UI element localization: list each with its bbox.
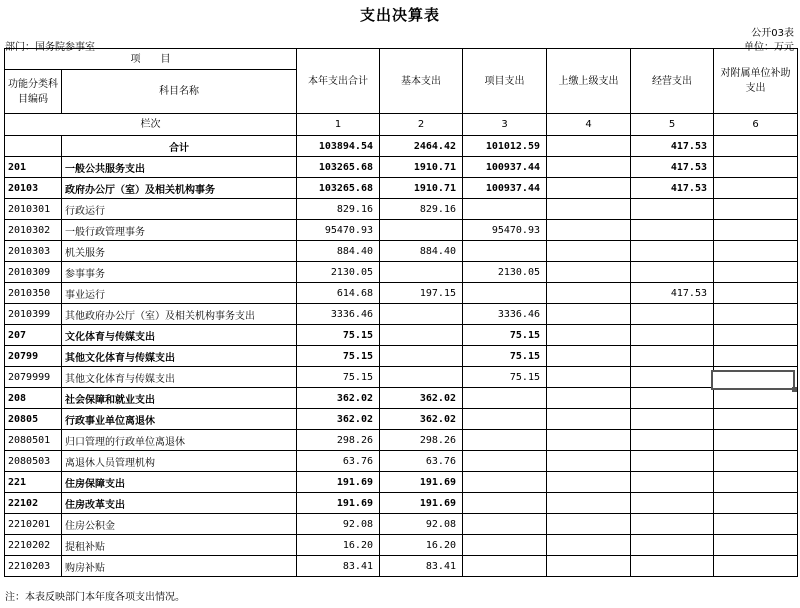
func-code-cell[interactable]: 2010309 — [5, 262, 62, 283]
operating-cell[interactable] — [631, 409, 714, 430]
basic-cell[interactable] — [380, 220, 463, 241]
operating-cell[interactable] — [631, 451, 714, 472]
basic-cell[interactable]: 884.40 — [380, 241, 463, 262]
total-cell[interactable]: 191.69 — [297, 493, 380, 514]
project-cell[interactable] — [463, 388, 547, 409]
department-label: 部门：国务院参事室 — [5, 42, 95, 53]
table-row — [5, 493, 798, 514]
subsidy-cell[interactable] — [714, 388, 798, 409]
operating-cell[interactable] — [631, 556, 714, 577]
upper-cell[interactable] — [547, 220, 631, 241]
subject-name-cell[interactable]: 其他文化体育与传媒支出 — [62, 367, 297, 388]
basic-cell[interactable]: 83.41 — [380, 556, 463, 577]
subsidy-cell[interactable] — [714, 304, 798, 325]
subject-name-cell[interactable]: 一般行政管理事务 — [62, 220, 297, 241]
project-cell[interactable] — [463, 409, 547, 430]
subject-name-cell[interactable]: 事业运行 — [62, 283, 297, 304]
operating-cell[interactable] — [631, 304, 714, 325]
subject-name-cell[interactable]: 其他政府办公厅（室）及相关机构事务支出 — [62, 304, 297, 325]
operating-cell[interactable] — [631, 367, 714, 388]
project-cell[interactable] — [463, 283, 547, 304]
table-row — [5, 409, 798, 430]
upper-cell[interactable] — [547, 178, 631, 199]
operating-cell[interactable] — [631, 535, 714, 556]
selected-cell[interactable] — [711, 370, 795, 390]
total-cell[interactable]: 191.69 — [297, 472, 380, 493]
func-code-cell[interactable]: 20799 — [5, 346, 62, 367]
func-code-cell[interactable]: 221 — [5, 472, 62, 493]
table-row — [5, 136, 798, 157]
func-code-cell[interactable]: 2210202 — [5, 535, 62, 556]
subsidy-cell[interactable] — [714, 241, 798, 262]
upper-header: 上缴上级支出 — [547, 49, 631, 114]
project-cell[interactable] — [463, 535, 547, 556]
total-cell[interactable]: 83.41 — [297, 556, 380, 577]
subject-name-header: 科目名称 — [62, 70, 297, 114]
subsidy-cell[interactable] — [714, 262, 798, 283]
project-cell[interactable] — [463, 556, 547, 577]
table-row — [5, 325, 798, 346]
total-cell[interactable]: 75.15 — [297, 325, 380, 346]
unit-label: 单位：万元 — [744, 42, 794, 53]
subject-name-cell[interactable]: 行政运行 — [62, 199, 297, 220]
operating-cell[interactable] — [631, 472, 714, 493]
subsidy-cell[interactable] — [714, 136, 798, 157]
upper-cell[interactable] — [547, 472, 631, 493]
project-cell[interactable]: 101012.59 — [463, 136, 547, 157]
func-code-cell[interactable]: 2210203 — [5, 556, 62, 577]
table-row — [5, 220, 798, 241]
func-code-cell[interactable]: 208 — [5, 388, 62, 409]
project-cell[interactable]: 3336.46 — [463, 304, 547, 325]
fill-handle[interactable] — [792, 387, 797, 392]
column-index: 3 — [463, 114, 547, 136]
func-code-cell[interactable] — [5, 136, 62, 157]
subsidy-cell[interactable] — [714, 514, 798, 535]
func-code-header: 功能分类科目编码 — [5, 70, 62, 114]
project-cell[interactable] — [463, 472, 547, 493]
upper-cell[interactable] — [547, 535, 631, 556]
table-row — [5, 157, 798, 178]
upper-cell[interactable] — [547, 346, 631, 367]
total-cell[interactable]: 103265.68 — [297, 157, 380, 178]
subject-name-cell[interactable]: 文化体育与传媒支出 — [62, 325, 297, 346]
table-row — [5, 535, 798, 556]
upper-cell[interactable] — [547, 430, 631, 451]
table-note: 注：本表反映部门本年度各项支出情况。 — [5, 592, 185, 603]
subsidy-cell[interactable] — [714, 409, 798, 430]
basic-header: 基本支出 — [380, 49, 463, 114]
total-cell[interactable]: 362.02 — [297, 388, 380, 409]
basic-cell[interactable]: 197.15 — [380, 283, 463, 304]
subject-name-cell[interactable]: 社会保障和就业支出 — [62, 388, 297, 409]
func-code-cell[interactable]: 2010303 — [5, 241, 62, 262]
operating-cell[interactable] — [631, 199, 714, 220]
project-cell[interactable]: 95470.93 — [463, 220, 547, 241]
project-cell[interactable] — [463, 514, 547, 535]
project-cell[interactable] — [463, 199, 547, 220]
basic-cell[interactable]: 16.20 — [380, 535, 463, 556]
func-code-cell[interactable]: 2010301 — [5, 199, 62, 220]
basic-cell[interactable]: 362.02 — [380, 388, 463, 409]
operating-cell[interactable]: 417.53 — [631, 178, 714, 199]
operating-cell[interactable]: 417.53 — [631, 283, 714, 304]
basic-cell[interactable]: 191.69 — [380, 472, 463, 493]
operating-cell[interactable] — [631, 346, 714, 367]
operating-cell[interactable] — [631, 493, 714, 514]
subsidy-cell[interactable] — [714, 178, 798, 199]
operating-cell[interactable]: 417.53 — [631, 136, 714, 157]
project-cell[interactable]: 75.15 — [463, 367, 547, 388]
total-cell[interactable]: 92.08 — [297, 514, 380, 535]
upper-cell[interactable] — [547, 367, 631, 388]
subsidy-cell[interactable] — [714, 451, 798, 472]
total-cell[interactable]: 298.26 — [297, 430, 380, 451]
subsidy-cell[interactable] — [714, 199, 798, 220]
func-code-cell[interactable]: 2080501 — [5, 430, 62, 451]
total-cell[interactable]: 75.15 — [297, 367, 380, 388]
table-row — [5, 451, 798, 472]
func-code-cell[interactable]: 2080503 — [5, 451, 62, 472]
basic-cell[interactable]: 1910.71 — [380, 157, 463, 178]
project-cell[interactable]: 2130.05 — [463, 262, 547, 283]
subsidy-header: 对附属单位补助支出 — [714, 49, 798, 114]
table-row — [5, 367, 798, 388]
form-number: 公开03表 — [751, 28, 794, 39]
func-code-cell[interactable]: 2210201 — [5, 514, 62, 535]
total-cell[interactable]: 2130.05 — [297, 262, 380, 283]
table-row — [5, 241, 798, 262]
func-code-cell[interactable]: 207 — [5, 325, 62, 346]
column-index-label: 栏次 — [5, 114, 297, 136]
basic-cell[interactable]: 298.26 — [380, 430, 463, 451]
basic-cell[interactable]: 1910.71 — [380, 178, 463, 199]
basic-cell[interactable] — [380, 304, 463, 325]
func-code-cell[interactable]: 2010399 — [5, 304, 62, 325]
project-cell[interactable] — [463, 241, 547, 262]
total-cell[interactable]: 95470.93 — [297, 220, 380, 241]
basic-cell[interactable] — [380, 262, 463, 283]
total-cell[interactable]: 614.68 — [297, 283, 380, 304]
upper-cell[interactable] — [547, 493, 631, 514]
upper-cell[interactable] — [547, 304, 631, 325]
page-title: 支出决算表 — [359, 6, 440, 24]
table-row — [5, 304, 798, 325]
operating-cell[interactable] — [631, 430, 714, 451]
subject-name-cell[interactable]: 归口管理的行政单位离退休 — [62, 430, 297, 451]
func-code-cell[interactable]: 22102 — [5, 493, 62, 514]
subject-name-cell[interactable]: 离退休人员管理机构 — [62, 451, 297, 472]
subject-name-cell[interactable]: 合计 — [62, 136, 297, 157]
basic-cell[interactable] — [380, 346, 463, 367]
column-index: 5 — [631, 114, 714, 136]
basic-cell[interactable]: 191.69 — [380, 493, 463, 514]
operating-cell[interactable] — [631, 388, 714, 409]
subsidy-cell[interactable] — [714, 535, 798, 556]
basic-cell[interactable]: 362.02 — [380, 409, 463, 430]
upper-cell[interactable] — [547, 556, 631, 577]
column-index: 6 — [714, 114, 798, 136]
upper-cell[interactable] — [547, 136, 631, 157]
upper-cell[interactable] — [547, 262, 631, 283]
expenditure-table — [4, 48, 798, 577]
upper-cell[interactable] — [547, 514, 631, 535]
func-code-cell[interactable]: 20103 — [5, 178, 62, 199]
project-cell[interactable] — [463, 430, 547, 451]
table-row — [5, 178, 798, 199]
subsidy-cell[interactable] — [714, 346, 798, 367]
func-code-cell[interactable]: 20805 — [5, 409, 62, 430]
subject-name-cell[interactable]: 参事事务 — [62, 262, 297, 283]
basic-cell[interactable]: 92.08 — [380, 514, 463, 535]
table-row — [5, 199, 798, 220]
operating-cell[interactable] — [631, 220, 714, 241]
subsidy-cell[interactable] — [714, 472, 798, 493]
total-cell[interactable]: 362.02 — [297, 409, 380, 430]
basic-cell[interactable]: 63.76 — [380, 451, 463, 472]
basic-cell[interactable] — [380, 367, 463, 388]
total-cell[interactable]: 63.76 — [297, 451, 380, 472]
upper-cell[interactable] — [547, 325, 631, 346]
operating-cell[interactable]: 417.53 — [631, 157, 714, 178]
column-index: 1 — [297, 114, 380, 136]
operating-cell[interactable] — [631, 514, 714, 535]
subsidy-cell[interactable] — [714, 556, 798, 577]
subsidy-cell[interactable] — [714, 325, 798, 346]
subject-name-cell[interactable]: 机关服务 — [62, 241, 297, 262]
project-cell[interactable]: 100937.44 — [463, 157, 547, 178]
project-cell[interactable]: 75.15 — [463, 346, 547, 367]
table-row — [5, 430, 798, 451]
upper-cell[interactable] — [547, 199, 631, 220]
project-cell[interactable]: 100937.44 — [463, 178, 547, 199]
table-row — [5, 472, 798, 493]
total-cell[interactable]: 103265.68 — [297, 178, 380, 199]
basic-cell[interactable] — [380, 325, 463, 346]
operating-cell[interactable] — [631, 325, 714, 346]
basic-cell[interactable]: 2464.42 — [380, 136, 463, 157]
total-cell[interactable]: 103894.54 — [297, 136, 380, 157]
project-cell[interactable] — [463, 493, 547, 514]
upper-cell[interactable] — [547, 409, 631, 430]
upper-cell[interactable] — [547, 451, 631, 472]
table-row — [5, 514, 798, 535]
operating-cell[interactable] — [631, 262, 714, 283]
subject-name-cell[interactable]: 政府办公厅（室）及相关机构事务 — [62, 178, 297, 199]
column-index: 4 — [547, 114, 631, 136]
subsidy-cell[interactable] — [714, 157, 798, 178]
subject-name-cell[interactable]: 购房补贴 — [62, 556, 297, 577]
func-code-cell[interactable]: 2079999 — [5, 367, 62, 388]
subject-name-cell[interactable]: 行政事业单位离退休 — [62, 409, 297, 430]
subject-name-cell[interactable]: 住房改革支出 — [62, 493, 297, 514]
subject-name-cell[interactable]: 提租补贴 — [62, 535, 297, 556]
table-row — [5, 262, 798, 283]
table-row — [5, 283, 798, 304]
subject-name-cell[interactable]: 住房公积金 — [62, 514, 297, 535]
total-cell[interactable]: 884.40 — [297, 241, 380, 262]
table-row — [5, 346, 798, 367]
subsidy-cell[interactable] — [714, 430, 798, 451]
upper-cell[interactable] — [547, 388, 631, 409]
func-code-cell[interactable]: 2010350 — [5, 283, 62, 304]
operating-header: 经营支出 — [631, 49, 714, 114]
column-index: 2 — [380, 114, 463, 136]
subsidy-cell[interactable] — [714, 220, 798, 241]
subject-name-cell[interactable]: 其他文化体育与传媒支出 — [62, 346, 297, 367]
subject-name-cell[interactable]: 住房保障支出 — [62, 472, 297, 493]
total-cell[interactable]: 3336.46 — [297, 304, 380, 325]
table-row — [5, 556, 798, 577]
upper-cell[interactable] — [547, 241, 631, 262]
func-code-cell[interactable]: 201 — [5, 157, 62, 178]
project-cell[interactable]: 75.15 — [463, 325, 547, 346]
subsidy-cell[interactable] — [714, 283, 798, 304]
subsidy-cell[interactable] — [714, 493, 798, 514]
total-header: 本年支出合计 — [297, 49, 380, 114]
upper-cell[interactable] — [547, 283, 631, 304]
table-row — [5, 388, 798, 409]
upper-cell[interactable] — [547, 157, 631, 178]
total-cell[interactable]: 829.16 — [297, 199, 380, 220]
operating-cell[interactable] — [631, 241, 714, 262]
subject-name-cell[interactable]: 一般公共服务支出 — [62, 157, 297, 178]
total-cell[interactable]: 75.15 — [297, 346, 380, 367]
basic-cell[interactable]: 829.16 — [380, 199, 463, 220]
project-cell[interactable] — [463, 451, 547, 472]
project-header: 项 目 — [5, 49, 297, 70]
func-code-cell[interactable]: 2010302 — [5, 220, 62, 241]
total-cell[interactable]: 16.20 — [297, 535, 380, 556]
project-expense-header: 项目支出 — [463, 49, 547, 114]
